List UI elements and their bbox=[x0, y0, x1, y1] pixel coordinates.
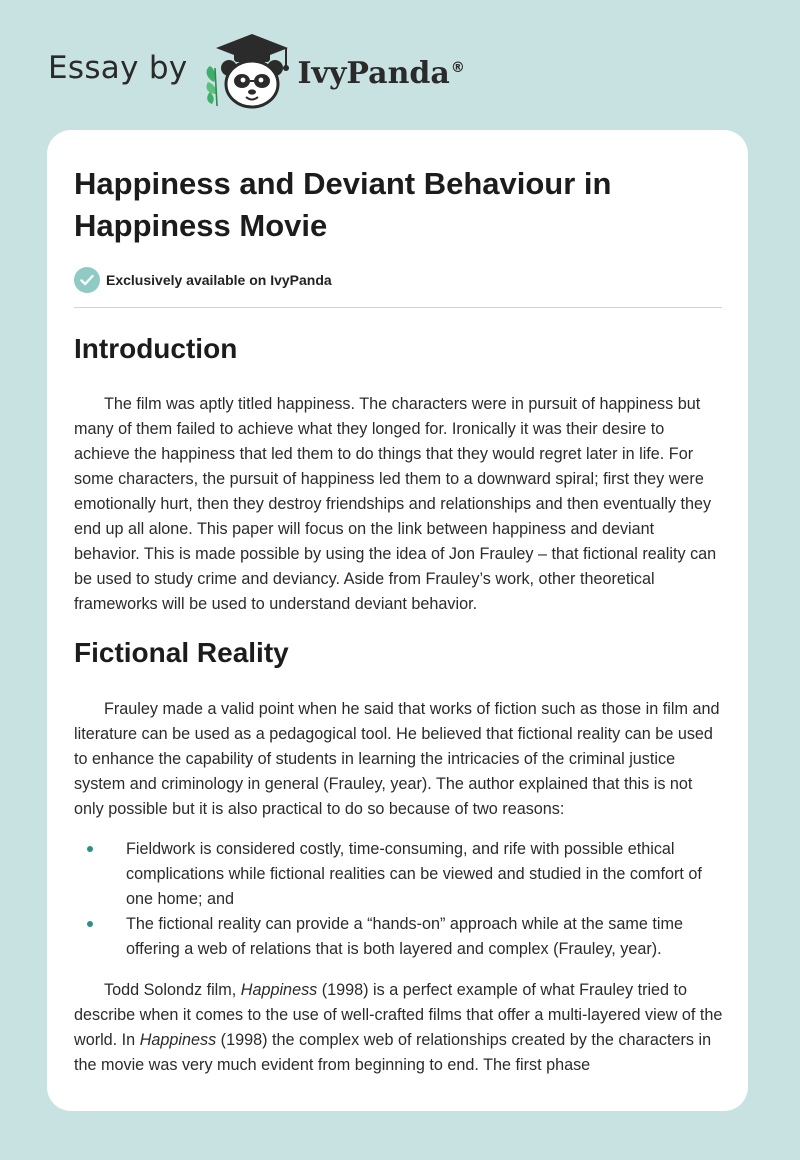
ivy-leaf-icon bbox=[206, 66, 217, 106]
bullet-icon bbox=[87, 921, 93, 927]
list-item bbox=[126, 912, 724, 962]
exclusive-badge bbox=[74, 266, 721, 294]
site-header bbox=[48, 32, 465, 112]
list-item-text: Fieldwork is considered costly, time-consuming, and rife with possible ethical complications while fictional realities can be viewed and studied in the comfort of one home; and bbox=[126, 840, 702, 908]
section-heading-introduction: Introduction bbox=[74, 333, 238, 364]
film-title: Happiness bbox=[240, 981, 318, 999]
check-icon bbox=[74, 267, 100, 293]
list-item-text: The fictional reality can provide a “hands-on” approach while at the same time offering a web of relations that is both layered and complex (Frauley, year). bbox=[126, 915, 683, 958]
divider bbox=[74, 307, 722, 308]
paragraph: Todd Solondz film, Happiness (1998) is a perfect example of what Frauley tried to describe when it comes to the use of well-crafted films that offer a multi-layered view of the world. In Happiness (1998) the complex web of relationships created by the characters in the movie was very much evident from beginning to end. The first phase bbox=[74, 981, 723, 1074]
essay-by-label: Essay by bbox=[48, 50, 188, 86]
paragraph: The film was aptly titled happiness. The characters were in pursuit of happiness but many of them failed to achieve what they longed for. Ironically it was their desire to achieve the happiness that led them to do things that they would regret later in life. For some characters, the pursuit of happiness led them to a downward spiral; first they were emotionally hurt, then they destroy friendships and relationships and then eventually they end up all alone. This paper will focus on the link between happiness and deviant behavior. This is made possible by using the idea of Jon Frauley – that fictional reality can be used to study crime and deviancy. Aside from Frauley’s work, other theoretical frameworks will be used to understand deviant behavior. bbox=[74, 395, 717, 613]
section-heading-fictional-reality: Fictional Reality bbox=[74, 637, 289, 668]
essay-card bbox=[47, 130, 748, 1111]
film-title: Happiness bbox=[139, 1031, 217, 1049]
paragraph: Frauley made a valid point when he said that works of fiction such as those in film and literature can be used as a pedagogical tool. He believed that fictional reality can be used to enhance the capability of students in learning the intricacies of the criminal justice system and criminology in general (Frauley, year). The author explained that this is not only possible but it is also practical to do so because of two reasons: bbox=[74, 700, 720, 818]
reasons-list bbox=[74, 837, 724, 962]
exclusive-label: Exclusively available on IvyPanda bbox=[106, 272, 332, 288]
page-title: Happiness and Deviant Behaviour in Happiness Movie bbox=[74, 166, 612, 243]
list-item bbox=[126, 837, 724, 912]
bullet-icon bbox=[87, 846, 93, 852]
panda-graduate-icon[interactable] bbox=[202, 32, 296, 112]
brand-name[interactable]: IvyPanda® bbox=[297, 55, 465, 91]
